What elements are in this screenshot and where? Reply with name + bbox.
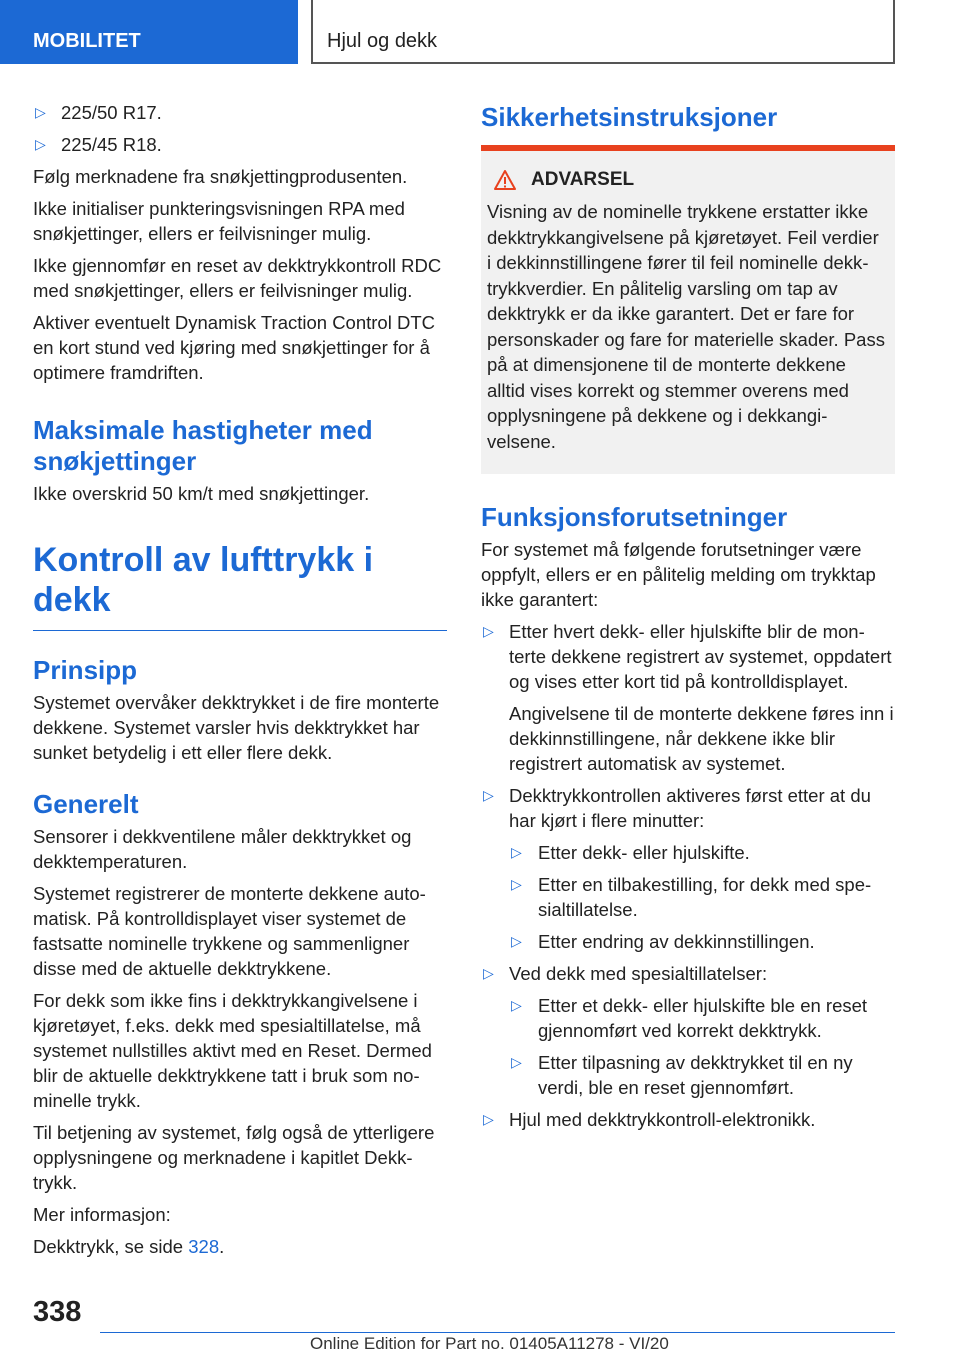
triangle-bullet-icon: ▷ [511, 1054, 522, 1070]
triangle-bullet-icon: ▷ [511, 933, 522, 949]
page-number: 338 [33, 1296, 82, 1328]
right-column [481, 100, 895, 1139]
triangle-bullet-icon: ▷ [483, 1111, 494, 1127]
list-item: ▷ 225/50 R17. [35, 102, 162, 123]
paragraph: Ikke initialiser punkteringsvisningen RPA med snøkjettinger, ellers er feilvisninger mulig. [33, 198, 405, 244]
paragraph: Ikke gjennomfør en reset av dekktrykkontroll RDC med snøkjettinger, ellers er feilvisninger mulig. [33, 255, 442, 301]
page-reference-link[interactable]: 328 [188, 1236, 220, 1257]
triangle-bullet-icon: ▷ [35, 136, 46, 152]
paragraph: Aktiver eventuelt Dynamisk Traction Control DTC en kort stund ved kjøring med snøkjettinger for å optimere framdriften. [33, 312, 435, 383]
triangle-bullet-icon: ▷ [511, 876, 522, 892]
left-column [33, 100, 447, 1266]
triangle-bullet-icon: ▷ [483, 965, 494, 981]
paragraph: Systemet registrerer de monterte dekkene automatisk. På kontrolldisplayet viser systemet de fastsatte nominelle trykkene og sammenligner disse med de aktuelle dekktrykkene. [33, 883, 426, 979]
list-item: ▷ Hjul med dekktrykkontroll-elektronikk. [483, 1109, 816, 1130]
heading-general: Generelt [33, 789, 139, 819]
warning-box [481, 151, 895, 474]
warning-text: Visning av de nominelle trykkene erstatter ikke dekktrykkangivelsene på kjøretøyet. Feil verdier i dekkinnstillingene fører til feil nominelle dekktrykkverdier. En pålitelig varsling om tap av dekktrykk er da ikke garantert. Det er fare for personskader og fare for materielle skader. Pass på at dimensjonene til de monterte dekkene alltid vises korrekt og stemmer overens med opplysningene på dekkene og i dekkangivelsene. [487, 201, 885, 452]
page-main-heading: Kontroll av lufttrykk i dekk [33, 540, 447, 631]
triangle-bullet-icon: ▷ [483, 787, 494, 803]
triangle-bullet-icon: ▷ [35, 104, 46, 120]
list-item-continuation: Angivelsene til de monterte dekkene føres inn i dekkinnstillingene, når dekkene ikke blir registrert automatisk av systemet. [509, 703, 894, 774]
edition-note: Online Edition for Part no. 01405A11278 - VI/20 [310, 1334, 669, 1353]
warning-triangle-icon [493, 169, 517, 191]
heading-max-speed: Maksimale hastigheter med snøkjettinger [33, 415, 373, 476]
list-item: ▷ Dekktrykkontrollen aktiveres først etter at du har kjørt i flere minutter: [483, 785, 871, 831]
paragraph: Til betjening av systemet, følg også de ytterligere opplysningene og merknadene i kapitlet Dekktrykk. [33, 1122, 435, 1193]
paragraph: Sensorer i dekkventilene måler dekktrykket og dekktemperaturen. [33, 826, 412, 872]
paragraph: Mer informasjon: [33, 1204, 171, 1225]
paragraph: For dekk som ikke fins i dekktrykkangivelsene i kjøretøyet, f.eks. dekk med spesialtillatelse, må systemet nullstilles aktivt med en Reset. Dermed blir de aktuelle dekktrykkene tatt i bruk som nominelle trykk. [33, 990, 432, 1111]
paragraph: Følg merknadene fra snøkjettingprodusenten. [33, 166, 408, 187]
heading-principle: Prinsipp [33, 655, 138, 685]
list-item: ▷ Ved dekk med spesialtillatelser: [483, 963, 768, 984]
reference-line: Dekktrykk, se side 328. [33, 1236, 225, 1257]
heading-safety: Sikkerhetsinstruksjoner [481, 102, 778, 132]
heading-requirements: Funksjonsforutsetninger [481, 502, 788, 532]
list-item: ▷ 225/45 R18. [35, 134, 162, 155]
paragraph: Systemet overvåker dekktrykket i de fire monterte dekkene. Systemet varsler hvis dekktrykket har sunket betydelig i ett eller flere dekk. [33, 692, 440, 763]
footer-divider [100, 1332, 895, 1333]
section-label: MOBILITET [0, 0, 298, 64]
sub-list-item: ▷ Etter et dekk- eller hjulskifte ble en reset gjennomført ved korrekt dekktrykk. [511, 995, 868, 1041]
triangle-bullet-icon: ▷ [511, 997, 522, 1013]
sub-list-item: ▷ Etter endring av dekkinnstillingen. [511, 931, 815, 952]
triangle-bullet-icon: ▷ [511, 844, 522, 860]
paragraph: For systemet må følgende forutsetninger være oppfylt, ellers er en pålitelig melding om trykktap ikke garantert: [481, 539, 876, 610]
sub-list-item: ▷ Etter tilpasning av dekktrykket til en ny verdi, ble en reset gjennomført. [511, 1052, 853, 1098]
warning-header: ADVARSEL [487, 169, 887, 191]
paragraph: Ikke overskrid 50 km/t med snøkjettinger. [33, 483, 370, 504]
sub-list-item: ▷ Etter dekk- eller hjulskifte. [511, 842, 750, 863]
triangle-bullet-icon: ▷ [483, 623, 494, 639]
chapter-title: Hjul og dekk [311, 0, 895, 64]
list-item: ▷ Etter hvert dekk- eller hjulskifte blir de monterte dekkene registrert av systemet, oppdatert og vises etter kort tid på kontrolldisplayet. [483, 621, 892, 692]
sub-list-item: ▷ Etter en tilbakestilling, for dekk med spesialtillatelse. [511, 874, 872, 920]
